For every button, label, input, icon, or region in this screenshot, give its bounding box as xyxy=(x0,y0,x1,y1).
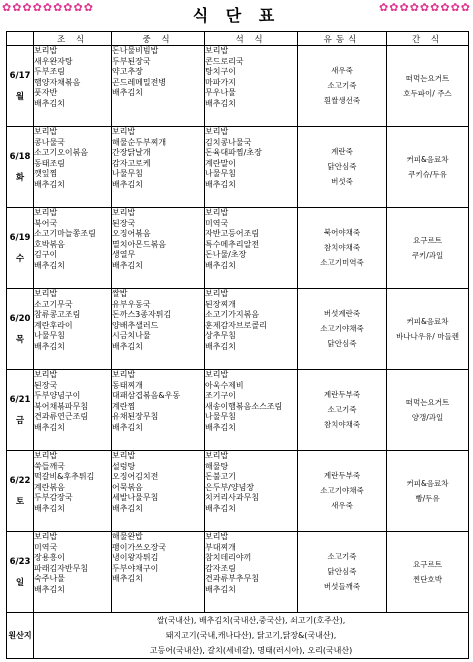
liquid-cell xyxy=(298,289,387,370)
menu-item: 오징어김치전 xyxy=(112,472,159,482)
menu-item: 소고기죽 xyxy=(327,81,357,90)
menu-item: 소고기무국 xyxy=(34,299,73,309)
menu-item: 콩나물국 xyxy=(34,137,65,147)
menu-item: 배추김치 xyxy=(34,422,65,432)
menu-item: 배추김치 xyxy=(205,179,236,189)
breakfast-cell xyxy=(34,532,112,613)
menu-item: 시금치나물 xyxy=(112,331,151,341)
date-text: 6/17 xyxy=(9,70,31,81)
dinner-cell xyxy=(205,289,298,370)
snack-cell xyxy=(387,127,469,208)
menu-item: 호두파이/ 주스 xyxy=(403,88,452,98)
dinner-cell xyxy=(205,208,298,289)
menu-item: 상추무침 xyxy=(205,331,236,341)
menu-item: 배추김치 xyxy=(205,503,236,513)
menu-item: 배추김치 xyxy=(112,503,143,513)
menu-item: 커피&음료차 xyxy=(406,478,449,488)
day-row xyxy=(7,370,469,451)
day-row xyxy=(7,208,469,289)
menu-item: 감자고로케 xyxy=(112,158,151,168)
menu-item: 배추김치 xyxy=(205,341,236,351)
menu-item: 요구르트 xyxy=(413,235,442,245)
menu-item: 콘드로리국 xyxy=(205,56,244,66)
menu-item: 해물탕 xyxy=(205,461,229,471)
date-text: 6/22 xyxy=(9,475,31,486)
menu-item: 배추김치 xyxy=(34,503,65,513)
menu-item: 배추김치 xyxy=(205,422,236,432)
menu-item: 설렁탕 xyxy=(112,461,136,471)
breakfast-cell xyxy=(34,208,112,289)
menu-item: 세발나물무침 xyxy=(112,493,159,503)
menu-item: 돈나물비빔밥 xyxy=(112,46,159,55)
menu-item: 쑥들깨국 xyxy=(34,461,65,471)
dinner-cell xyxy=(205,370,298,451)
menu-item: 바나나우유/ 마들렌 xyxy=(396,331,459,341)
menu-item: 두부야채구이 xyxy=(112,563,159,573)
date-cell xyxy=(7,370,34,451)
date-cell xyxy=(7,289,34,370)
col-header-breakfast: 조 식 xyxy=(34,32,112,46)
date-text: 6/19 xyxy=(9,232,31,243)
menu-item: 떠먹는요거트 xyxy=(405,397,450,407)
menu-item: 배추김치 xyxy=(112,422,143,432)
menu-item: 계란찜 xyxy=(112,401,136,411)
menu-item: 보리밥 xyxy=(34,289,58,298)
menu-item: 미역국 xyxy=(34,542,58,552)
breakfast-cell xyxy=(34,370,112,451)
menu-item: 커피&음료차 xyxy=(406,316,449,326)
menu-item: 나물무침 xyxy=(112,169,143,179)
flower-decoration-right: ✿✿✿✿✿✿✿✿✿ xyxy=(379,1,471,14)
menu-item: 계란두부죽 xyxy=(323,471,361,480)
origin-line: 쌀(국내산), 배추김치(국내산,중국산), 쇠고기(호주산), xyxy=(156,616,346,625)
weekday-text: 화 xyxy=(15,172,25,183)
menu-item: 팽이가쓰오장국 xyxy=(112,542,167,552)
header xyxy=(0,0,473,28)
col-header-snack: 간 식 xyxy=(387,32,469,46)
menu-item: 북어국 xyxy=(34,218,58,228)
menu-item: 미역국 xyxy=(205,218,229,228)
menu-item: 보리밥 xyxy=(34,370,58,379)
menu-item: 흰쌀생선죽 xyxy=(323,96,361,105)
menu-item: 보리밥 xyxy=(205,532,229,541)
snack-cell xyxy=(387,46,469,127)
col-header-lunch: 중 식 xyxy=(112,32,205,46)
menu-item: 커피&음료차 xyxy=(406,154,449,164)
menu-item: 돈나물/초장 xyxy=(205,250,247,260)
menu-item: 닭안심죽 xyxy=(327,567,357,576)
menu-item: 해물순두부찌개 xyxy=(112,137,167,147)
menu-item: 조기구이 xyxy=(205,391,236,401)
page-title: 식 단 표 xyxy=(192,6,281,25)
weekday-text: 목 xyxy=(15,334,25,345)
menu-item: 깻잎찜 xyxy=(34,169,58,179)
origin-label: 원산지 xyxy=(7,613,34,659)
menu-item: 돈까스3종자튀김 xyxy=(112,310,172,320)
breakfast-cell xyxy=(34,127,112,208)
menu-item: 쿠키/과일 xyxy=(411,250,444,260)
day-row xyxy=(7,127,469,208)
day-row xyxy=(7,532,469,613)
menu-item: 멸치아몬드볶음 xyxy=(112,239,167,249)
menu-item: 동태조림 xyxy=(34,158,65,168)
header-row xyxy=(7,32,469,46)
liquid-cell xyxy=(298,451,387,532)
menu-item: 두부된장국 xyxy=(112,56,151,66)
menu-item: 소고기마늘쫑조림 xyxy=(34,229,96,239)
menu-item: 보리밥 xyxy=(205,289,229,298)
date-cell xyxy=(7,46,34,127)
menu-item: 배추김치 xyxy=(34,341,65,351)
menu-item: 감자조림 xyxy=(205,563,236,573)
menu-item: 햄양자채볶음 xyxy=(34,77,81,87)
liquid-cell xyxy=(298,208,387,289)
menu-item: 보리밥 xyxy=(34,208,58,217)
lunch-cell xyxy=(112,532,205,613)
origin-line: 고등어(국내산), 갈치(세네갈), 명태(러시아), 오리(국내산) xyxy=(149,646,353,655)
menu-item: 떠먹는요거트 xyxy=(405,73,450,83)
menu-item: 양배추샐러드 xyxy=(112,320,159,330)
menu-item: 배추김치 xyxy=(34,584,65,594)
menu-item: 보리밥 xyxy=(34,46,58,55)
col-header-liquid: 유동식 xyxy=(298,32,387,46)
menu-item: 새우완자탕 xyxy=(34,56,73,66)
menu-item: 배추김치 xyxy=(112,260,143,270)
menu-item: 간장닭날개 xyxy=(112,148,151,158)
liquid-cell xyxy=(298,532,387,613)
menu-item: 보리밥 xyxy=(205,451,229,460)
breakfast-cell xyxy=(34,451,112,532)
menu-item: 배추김치 xyxy=(205,98,236,108)
menu-item: 보리밥 xyxy=(205,370,229,379)
menu-item: 소고기미역죽 xyxy=(320,258,364,267)
menu-item: 유채된장무침 xyxy=(112,412,159,422)
dinner-cell xyxy=(205,451,298,532)
menu-item: 보리밥 xyxy=(112,451,136,460)
menu-item: 냉이왕자튀김 xyxy=(112,553,159,563)
menu-item: 계란말이 xyxy=(205,158,236,168)
menu-item: 곤드레메밀전병 xyxy=(112,77,167,87)
breakfast-cell xyxy=(34,46,112,127)
day-row xyxy=(7,289,469,370)
menu-item: 보리밥 xyxy=(34,451,58,460)
menu-item: 쌀밥 xyxy=(112,289,128,298)
lunch-cell xyxy=(112,46,205,127)
menu-item: 계란두부죽 xyxy=(323,390,361,399)
day-row xyxy=(7,451,469,532)
menu-item: 소고기가지볶음 xyxy=(205,310,260,320)
date-text: 6/20 xyxy=(9,313,31,324)
lunch-cell xyxy=(112,208,205,289)
menu-item: 된장국 xyxy=(112,218,136,228)
menu-item: 배추김치 xyxy=(112,341,143,351)
menu-item: 생열무 xyxy=(112,250,136,260)
menu-item: 참류콩고조림 xyxy=(34,310,81,320)
menu-item: 견과류연근조림 xyxy=(34,412,89,422)
menu-item: 소고기죽 xyxy=(327,552,357,561)
menu-item: 계란죽 xyxy=(331,147,353,156)
menu-item: 해물완밥 xyxy=(112,532,143,541)
menu-item: 나물무침 xyxy=(34,331,65,341)
menu-item: 북어야채죽 xyxy=(323,228,361,237)
menu-item: 오징어볶음 xyxy=(112,229,151,239)
menu-item: 두부조림 xyxy=(34,67,65,77)
menu-item: 된장찌개 xyxy=(205,299,236,309)
weekday-text: 금 xyxy=(15,415,25,426)
date-cell xyxy=(7,208,34,289)
menu-item: 나물무침 xyxy=(205,412,236,422)
menu-item: 빵/두유 xyxy=(415,493,440,503)
menu-item: 탕치구이 xyxy=(205,67,236,77)
menu-item: 보리밥 xyxy=(205,46,229,55)
menu-item: 무우나물 xyxy=(205,88,236,98)
menu-item: 풋자반 xyxy=(34,88,58,98)
menu-item: 참치데리야끼 xyxy=(205,553,252,563)
menu-item: 참치야채죽 xyxy=(323,420,361,429)
menu-item: 대패삼겹볶음&우동 xyxy=(112,391,181,401)
lunch-cell xyxy=(112,289,205,370)
weekday-text: 수 xyxy=(15,253,25,264)
dinner-cell xyxy=(205,46,298,127)
menu-item: 계란후라이 xyxy=(34,320,73,330)
menu-item: 동태찌개 xyxy=(112,380,143,390)
menu-item: 보리밥 xyxy=(205,208,229,217)
menu-item: 보리밥 xyxy=(34,532,58,541)
liquid-cell xyxy=(298,370,387,451)
lunch-cell xyxy=(112,451,205,532)
menu-item: 양갱/과일 xyxy=(411,412,444,422)
menu-item: 두부감장국 xyxy=(34,493,73,503)
menu-item: 아욱수제비 xyxy=(205,380,244,390)
snack-cell xyxy=(387,289,469,370)
menu-item: 배추김치 xyxy=(34,260,65,270)
menu-item: 파래김자반무침 xyxy=(34,563,89,573)
snack-cell xyxy=(387,532,469,613)
menu-item: 장용흥이 xyxy=(34,553,65,563)
menu-item: 김구이 xyxy=(34,250,58,260)
col-header-dinner: 석 식 xyxy=(205,32,298,46)
menu-item: 소고기오이볶음 xyxy=(34,148,89,158)
date-text: 6/18 xyxy=(9,151,31,162)
menu-item: 계란볶음 xyxy=(34,482,65,492)
menu-item: 훈제감자브로콜리 xyxy=(205,320,267,330)
weekday-text: 토 xyxy=(15,496,25,507)
menu-item: 배추김치 xyxy=(34,98,65,108)
menu-item: 버섯들깨죽 xyxy=(323,582,361,591)
menu-item: 유부우동국 xyxy=(112,299,151,309)
meal-table xyxy=(6,31,469,659)
day-row xyxy=(7,46,469,127)
menu-item: 보리밥 xyxy=(205,127,229,136)
flower-decoration-left: ✿✿✿✿✿✿✿✿✿ xyxy=(2,1,94,14)
menu-item: 배추김치 xyxy=(112,574,143,584)
menu-item: 자반고등어조림 xyxy=(205,229,260,239)
dinner-cell xyxy=(205,532,298,613)
date-text: 6/23 xyxy=(9,556,31,567)
lunch-cell xyxy=(112,370,205,451)
menu-item: 보리밥 xyxy=(34,127,58,136)
origin-line: 돼지고기(국내,캐나다산), 닭고기,닭장&(국내산), xyxy=(165,631,337,640)
menu-item: 부대찌개 xyxy=(205,542,236,552)
liquid-cell xyxy=(298,46,387,127)
menu-item: 버섯계란죽 xyxy=(323,309,361,318)
menu-item: 새우죽 xyxy=(331,66,353,75)
menu-item: 소고기죽 xyxy=(327,405,357,414)
menu-item: 북어채볶파무침 xyxy=(34,401,89,411)
date-cell xyxy=(7,451,34,532)
menu-item: 보리밥 xyxy=(112,208,136,217)
menu-item: 치커리사과무침 xyxy=(205,493,260,503)
liquid-cell xyxy=(298,127,387,208)
col-header-date xyxy=(7,32,34,46)
menu-item: 배추김치 xyxy=(205,584,236,594)
date-cell xyxy=(7,127,34,208)
weekday-text: 월 xyxy=(15,91,25,102)
snack-cell xyxy=(387,208,469,289)
menu-item: 닭안심죽 xyxy=(327,339,357,348)
menu-item: 참치야채죽 xyxy=(323,243,361,252)
weekday-text: 일 xyxy=(15,577,25,588)
menu-item: 쿠키슈/두유 xyxy=(408,169,447,179)
menu-item: 견과류부추무침 xyxy=(205,574,260,584)
menu-item: 새우죽 xyxy=(331,501,353,510)
dinner-cell xyxy=(205,127,298,208)
menu-item: 김치콩나물국 xyxy=(205,137,252,147)
menu-item: 소고기야채죽 xyxy=(320,486,364,495)
menu-item: 특수메추리알전 xyxy=(205,239,260,249)
menu-item: 배추김치 xyxy=(34,179,65,189)
menu-item: 요구르트 xyxy=(413,559,442,569)
menu-item: 닭안심죽 xyxy=(327,162,357,171)
origin-text xyxy=(34,613,469,659)
lunch-cell xyxy=(112,127,205,208)
date-text: 6/21 xyxy=(9,394,31,405)
snack-cell xyxy=(387,370,469,451)
menu-item: 버섯죽 xyxy=(331,177,353,186)
menu-item: 보리밥 xyxy=(112,127,136,136)
menu-item: 소고기야채죽 xyxy=(320,324,364,333)
menu-item: 어묵볶음 xyxy=(112,482,143,492)
menu-item: 찐단호박 xyxy=(413,574,442,584)
menu-item: 두부양념구이 xyxy=(34,391,81,401)
snack-cell xyxy=(387,451,469,532)
menu-item: 떡갈비&후추튀김 xyxy=(34,472,95,482)
menu-item: 배추김치 xyxy=(112,88,143,98)
breakfast-cell xyxy=(34,289,112,370)
origin-row xyxy=(7,613,469,659)
menu-item: 돈불고기 xyxy=(205,472,236,482)
menu-item: 된장국 xyxy=(34,380,58,390)
menu-item: 은두부/양념장 xyxy=(205,482,255,492)
menu-item: 새송이햄볶음소스조림 xyxy=(205,401,283,411)
menu-item: 호박볶음 xyxy=(34,239,65,249)
menu-item: 약고추장 xyxy=(112,67,143,77)
menu-item: 숙주나물 xyxy=(34,574,65,584)
menu-item: 마파가지 xyxy=(205,77,236,87)
menu-item: 배추김치 xyxy=(112,179,143,189)
menu-item: 나물무침 xyxy=(205,169,236,179)
menu-item: 돈육대파찜/초장 xyxy=(205,148,262,158)
menu-item: 배추김치 xyxy=(205,260,236,270)
date-cell xyxy=(7,532,34,613)
menu-item: 보리밥 xyxy=(112,370,136,379)
